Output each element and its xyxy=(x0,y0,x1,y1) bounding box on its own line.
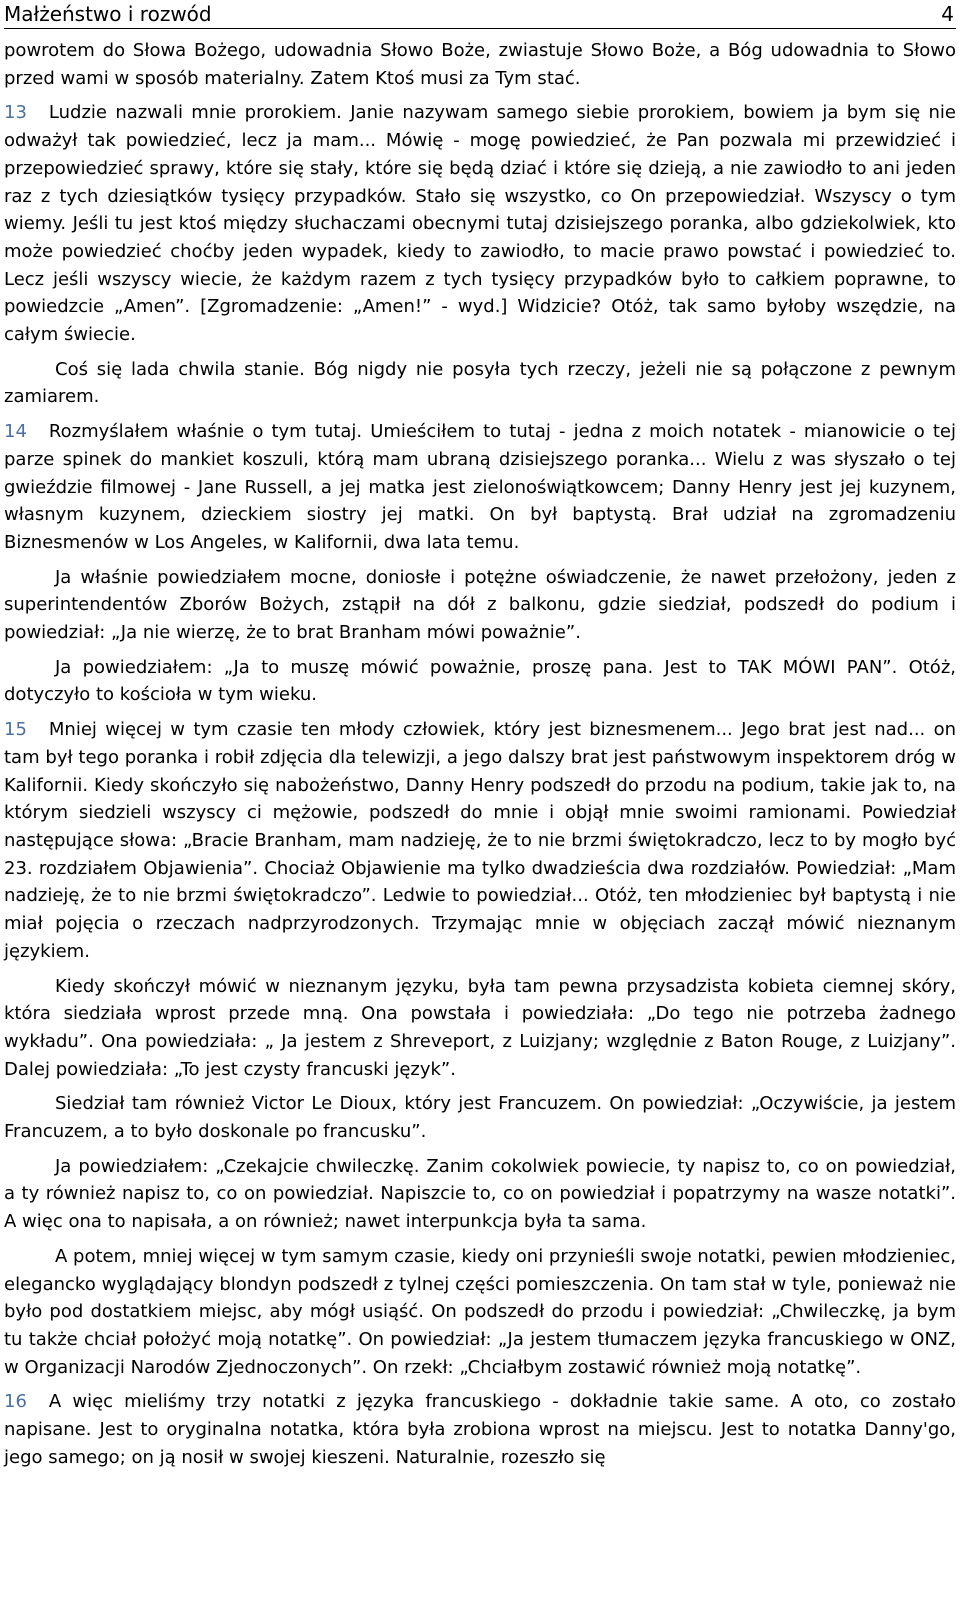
paragraph xyxy=(4,99,956,348)
paragraph-number: 16 xyxy=(4,1391,27,1413)
paragraph-text: Coś się lada chwila stanie. Bóg nigdy nie posyła tych rzeczy, jeżeli nie są połączone z pewnym zamiarem. xyxy=(4,358,956,408)
paragraph xyxy=(4,418,956,557)
paragraph-text: Ja powiedziałem: „Ja to muszę mówić poważnie, proszę pana. Jest to TAK MÓWI PAN”. Otóż, dotyczyło to kościoła w tym wieku. xyxy=(4,656,956,706)
paragraph xyxy=(4,1388,956,1471)
paragraph xyxy=(4,716,956,965)
paragraph-text: Ludzie nazwali mnie prorokiem. Janie nazywam samego siebie prorokiem, bowiem ja bym się nie odważył tak powiedzieć, lecz ja mam... Mówię - mogę powiedzieć, że Pan pozwala mi przewidzieć i przepowiedzieć sprawy, które się stały, które się będą dziać i które się dzieją, a nie zawiodło to ani jeden raz z tych dziesiątków tysięcy przypadków. Stało się wszystko, co On przepowiedział. Wszyscy o tym wiemy. Jeśli tu jest ktoś między słuchaczami obecnymi tutaj dzisiejszego poranka, albo gdziekolwiek, kto może powiedzieć choćby jeden wypadek, kiedy to zawiodło, to macie prawo powstać i powiedzieć to. Lecz jeśli wszyscy wiecie, że każdym razem z tych tysięcy przypadków było to całkiem poprawne, to powiedzcie „Amen”. [Zgromadzenie: „Amen!” - wyd.] Widzicie? Otóż, tak samo byłoby wszędzie, na całym świecie. xyxy=(4,102,956,346)
paragraph-text: Mniej więcej w tym czasie ten młody człowiek, który jest biznesmenem... Jego brat jest nad... on tam był tego poranka i robił zdjęcia dla telewizji, a jego dalszy brat jest państwowym inspektorem dróg w Kalifornii. Kiedy skończyło się nabożeństwo, Danny Henry podszedł do przodu na podium, takie jak to, na którym siedzieli wszyscy ci mężowie, podszedł do mnie i objął mnie swoimi ramionami. Powiedział następujące słowa: „Bracie Branham, mam nadzieję, że to nie brzmi świętokradczo, lecz to by mogło być 23. rozdziałem Objawienia”. Chociaż Objawienie ma tylko dwadzieścia dwa rozdziałów. Powiedział: „Mam nadzieję, że to nie brzmi świętokradczo”. Ledwie to powiedział... Otóż, ten młodzieniec był baptystą i nie miał pojęcia o rzeczach nadprzyrodzonych. Trzymając mnie w objęciach zaczął mówić nieznanym językiem. xyxy=(4,719,956,962)
paragraph-number: 13 xyxy=(4,102,27,124)
paragraph-text: Kiedy skończył mówić w nieznanym języku, była tam pewna przysadzista kobieta ciemnej skóry, która siedziała wprost przede mną. Ona powstała i powiedziała: „Do tego nie potrzeba żadnego wykładu”. Ona powiedziała: „ Ja jestem z Shreveport, z Luizjany; względnie z Baton Rouge, z Luizjany”. Dalej powiedziała: „To jest czysty francuski język”. xyxy=(4,975,956,1080)
paragraph-text: Ja właśnie powiedziałem mocne, doniosłe i potężne oświadczenie, że nawet przełożony, jeden z superintendentów Zborów Bożych, zstąpił na dół z balkonu, gdzie siedział, podszedł do podium i powiedział: „Ja nie wierzę, że to brat Branham mówi poważnie”. xyxy=(4,566,956,644)
paragraph-text: Ja powiedziałem: „Czekajcie chwileczkę. Zanim cokolwiek powiecie, ty napisz to, co on powiedział, a ty również napisz to, co on powiedział. Napiszcie to, co on powiedział i popatrzymy na wasze notatki”. A więc ona to napisała, a on również; nawet interpunkcja była ta sama. xyxy=(4,1155,956,1233)
document-body xyxy=(4,37,956,1478)
paragraph-text: Rozmyślałem właśnie o tym tutaj. Umieściłem to tutaj - jedna z moich notatek - mianowicie o tej parze spinek do mankiet koszuli, którą mam ubraną dzisiejszego poranka... Wielu z was słyszało o tej gwieździe filmowej - Jane Russell, a jej matka jest zielonoświątkowcem; Danny Henry jest jej kuzynem, własnym kuzynem, dzieckiem siostry jej matki. On był baptystą. Brał udział na zgromadzeniu Biznesmenów w Los Angeles, w Kalifornii, dwa lata temu. xyxy=(4,421,956,553)
page-number: 4 xyxy=(941,2,954,26)
paragraph xyxy=(4,37,956,92)
paragraph-text: A potem, mniej więcej w tym samym czasie, kiedy oni przynieśli swoje notatki, pewien młodzieniec, elegancko wyglądający blondyn podszedł z tylnej części pomieszczenia. On tam stał w tyle, ponieważ nie było pod dostatkiem miejsc, aby mógł usiąść. On podszedł do przodu i powiedział: „Chwileczkę, ja bym tu także chciał położyć moją notatkę”. On powiedział: „Ja jestem tłumaczem języka francuskiego w ONZ, w Organizacji Narodów Zjednoczonych”. On rzekł: „Chciałbym zostawić również moją notatkę”. xyxy=(4,1245,956,1378)
paragraph-text: A więc mieliśmy trzy notatki z języka francuskiego - dokładnie takie same. A oto, co zostało napisane. Jest to oryginalna notatka, która była zrobiona wprost na miejscu. Jest to notatka Danny'go, jego samego; on ją nosił w swojej kieszeni. Naturalnie, rozeszło się xyxy=(4,1391,956,1468)
paragraph xyxy=(4,1090,956,1145)
page-header xyxy=(4,0,956,29)
paragraph xyxy=(4,356,956,411)
paragraph-number: 15 xyxy=(4,719,27,741)
paragraph xyxy=(4,654,956,709)
paragraph xyxy=(4,1243,956,1382)
paragraph xyxy=(4,564,956,647)
paragraph xyxy=(4,973,956,1084)
paragraph-number: 14 xyxy=(4,421,27,443)
paragraph-text: Siedział tam również Victor Le Dioux, który jest Francuzem. On powiedział: „Oczywiście, ja jestem Francuzem, a to było doskonale po francusku”. xyxy=(4,1093,956,1143)
document-title: Małżeństwo i rozwód xyxy=(4,2,212,26)
paragraph-text: powrotem do Słowa Bożego, udowadnia Słowo Boże, zwiastuje Słowo Boże, a Bóg udowadnia to Słowo przed wami w sposób materialny. Zatem Ktoś musi za Tym stać. xyxy=(4,40,956,89)
paragraph xyxy=(4,1153,956,1236)
